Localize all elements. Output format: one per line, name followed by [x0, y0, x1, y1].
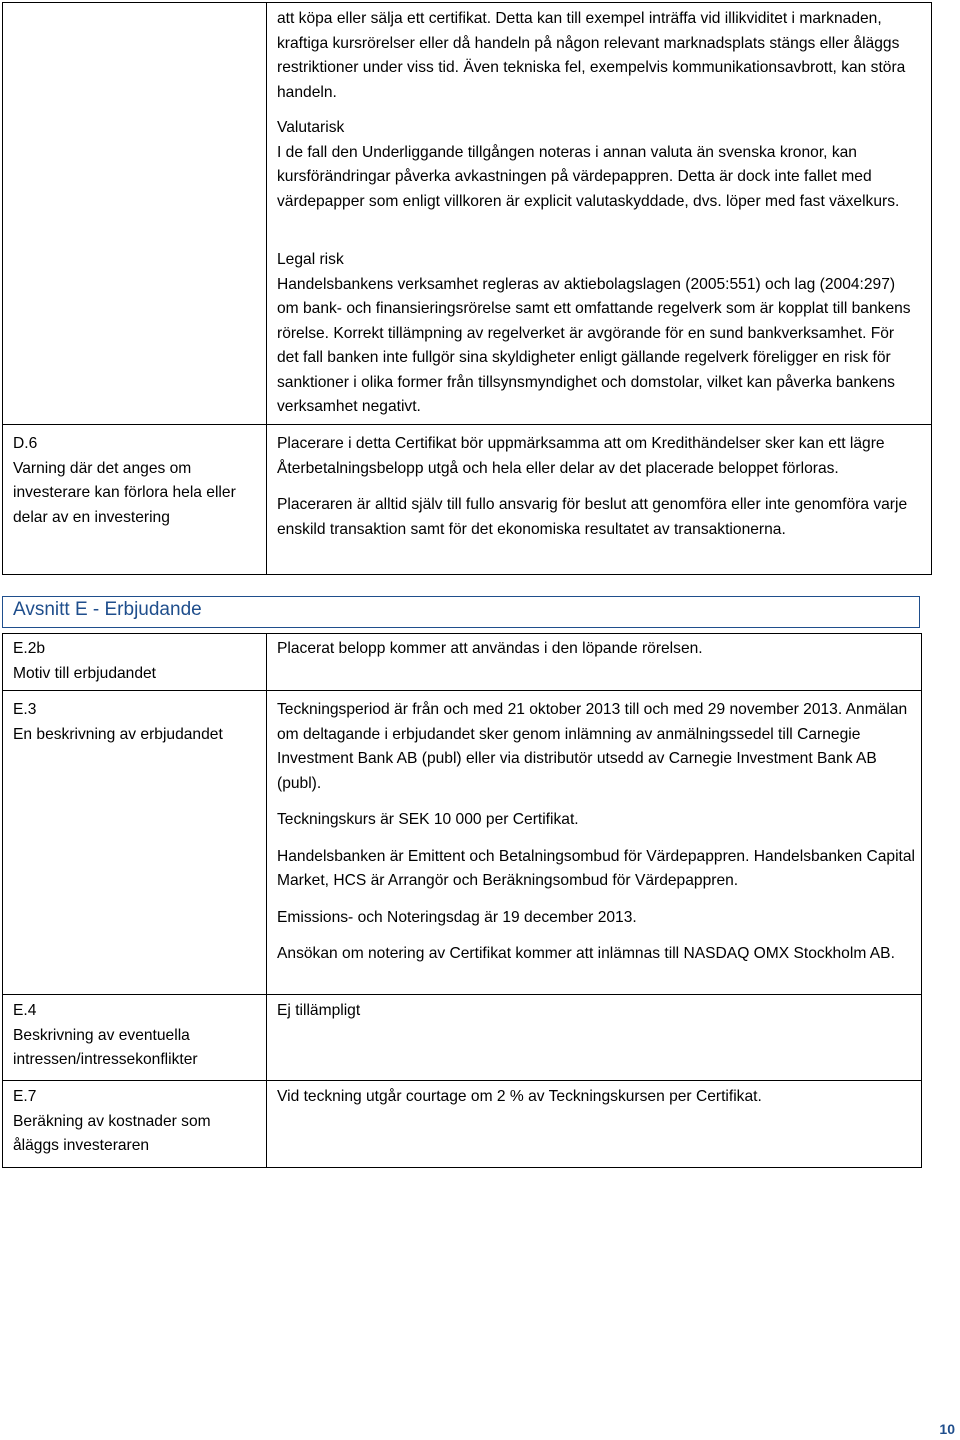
e7-label: Beräkning av kostnader som åläggs investeraren	[13, 1112, 211, 1154]
e7-text: Vid teckning utgår courtage om 2 % av Teckningskursen per Certifikat.	[277, 1088, 762, 1105]
e7-code: E.7	[13, 1088, 37, 1105]
e2b-code: E.2b	[13, 640, 46, 657]
e4-code: E.4	[13, 1002, 37, 1019]
legal-risk-text: Handelsbankens verksamhet regleras av aktiebolagslagen (2005:551) och lag (2004:297) om bank- och finansieringsrörelse samt ett omfattande regelverk som är kopplat till bankens rörelse. Korrekt tillämpning av regelverket är avgörande för en sund bankverksamhet. För det fall banken inte fullgör sina skyldigheter enligt gällande regelverk föreligger en risk för sanktioner i olika former från tillsynsmyndighet och domstolar, vilket kan påverka bankens verksamhet negativt.	[277, 275, 911, 415]
e3-paragraph-5: Ansökan om notering av Certifikat kommer att inlämnas till NASDAQ OMX Stockholm AB.	[277, 945, 895, 962]
e2b-text: Placerat belopp kommer att användas i den löpande rörelsen.	[277, 640, 703, 657]
section-e-title: Avsnitt E - Erbjudande	[13, 599, 202, 620]
e2b-label-cell	[13, 637, 253, 686]
d6-label-cell	[13, 432, 253, 530]
d6-label: Varning där det anges om investerare kan förlora hela eller delar av en investering	[13, 459, 236, 526]
e3-content-cell	[277, 698, 917, 967]
intro-paragraph	[277, 7, 917, 105]
e3-paragraph-4: Emissions- och Noteringsdag är 19 december 2013.	[277, 908, 637, 926]
e4-content-cell	[277, 999, 917, 1024]
e7-label-cell	[13, 1085, 253, 1159]
e3-label-cell	[13, 698, 253, 747]
section-e-column-divider	[266, 633, 267, 1168]
section-e-row-divider-e3	[2, 690, 922, 691]
e4-text: Ej tillämpligt	[277, 1002, 361, 1019]
e3-code: E.3	[13, 701, 37, 718]
section-e-row-divider-e4	[2, 994, 922, 995]
valutarisk-block	[277, 116, 917, 214]
d6-paragraph-2: Placeraren är alltid själv till fullo ansvarig för beslut att genomföra eller inte genomföra varje enskild transaktion samt för det ekonomiska resultatet av transaktionerna.	[277, 496, 908, 538]
e7-content-cell	[277, 1085, 917, 1110]
intro-text: att köpa eller sälja ett certifikat. Detta kan till exempel inträffa vid illikviditet i marknaden, kraftiga kursrörelser eller då handeln på någon relevant marknadsplats stängs eller åläggs restriktioner under viss tid. Även tekniska fel, exempelvis kommunikationsavbrott, kan störa handeln.	[277, 10, 906, 101]
d6-content-cell	[277, 432, 917, 542]
legal-risk-block	[277, 248, 917, 420]
e3-paragraph-2: Teckningskurs är SEK 10 000 per Certifikat.	[277, 811, 579, 828]
section-d-row-divider	[2, 424, 932, 425]
e3-paragraph-3: Handelsbanken är Emittent och Betalningsombud för Värdepappren. Handelsbanken Capital Market, HCS är Arrangör och Beräkningsombud för Värdepappren.	[277, 847, 916, 889]
e3-paragraph-1: Teckningsperiod är från och med 21 oktober 2013 till och med 29 november 2013. Anmälan om deltagande i erbjudandet sker genom inlämning av anmälningssedel till Carnegie Investment Bank AB (publ) eller via distributör utsedd av Carnegie Investment Bank AB (publ).	[277, 701, 908, 792]
e4-label-cell	[13, 999, 253, 1073]
section-d-column-divider	[266, 2, 267, 575]
e3-label: En beskrivning av erbjudandet	[13, 725, 223, 743]
d6-code: D.6	[13, 435, 38, 452]
valutarisk-heading: Valutarisk	[277, 119, 345, 136]
e2b-content-cell	[277, 637, 917, 662]
legal-risk-heading: Legal risk	[277, 251, 344, 268]
page-number: 10	[939, 1421, 955, 1437]
e2b-label: Motiv till erbjudandet	[13, 664, 157, 682]
valutarisk-text: I de fall den Underliggande tillgången noteras i annan valuta än svenska kronor, kan kursförändringar påverka avkastningen på värdepappren. Detta är dock inte fallet med värdepapper som enligt villkoren är explicit valutaskyddade, dvs. löper med fast växelkurs.	[277, 143, 900, 210]
d6-paragraph-1: Placerare i detta Certifikat bör uppmärksamma att om Kredithändelser sker kan ett lägre Återbetalningsbelopp utgå och hela eller delar av det placerade beloppet förloras.	[277, 435, 885, 477]
e4-label: Beskrivning av eventuella intressen/intressekonflikter	[13, 1026, 198, 1068]
section-e-row-divider-e7	[2, 1080, 922, 1081]
